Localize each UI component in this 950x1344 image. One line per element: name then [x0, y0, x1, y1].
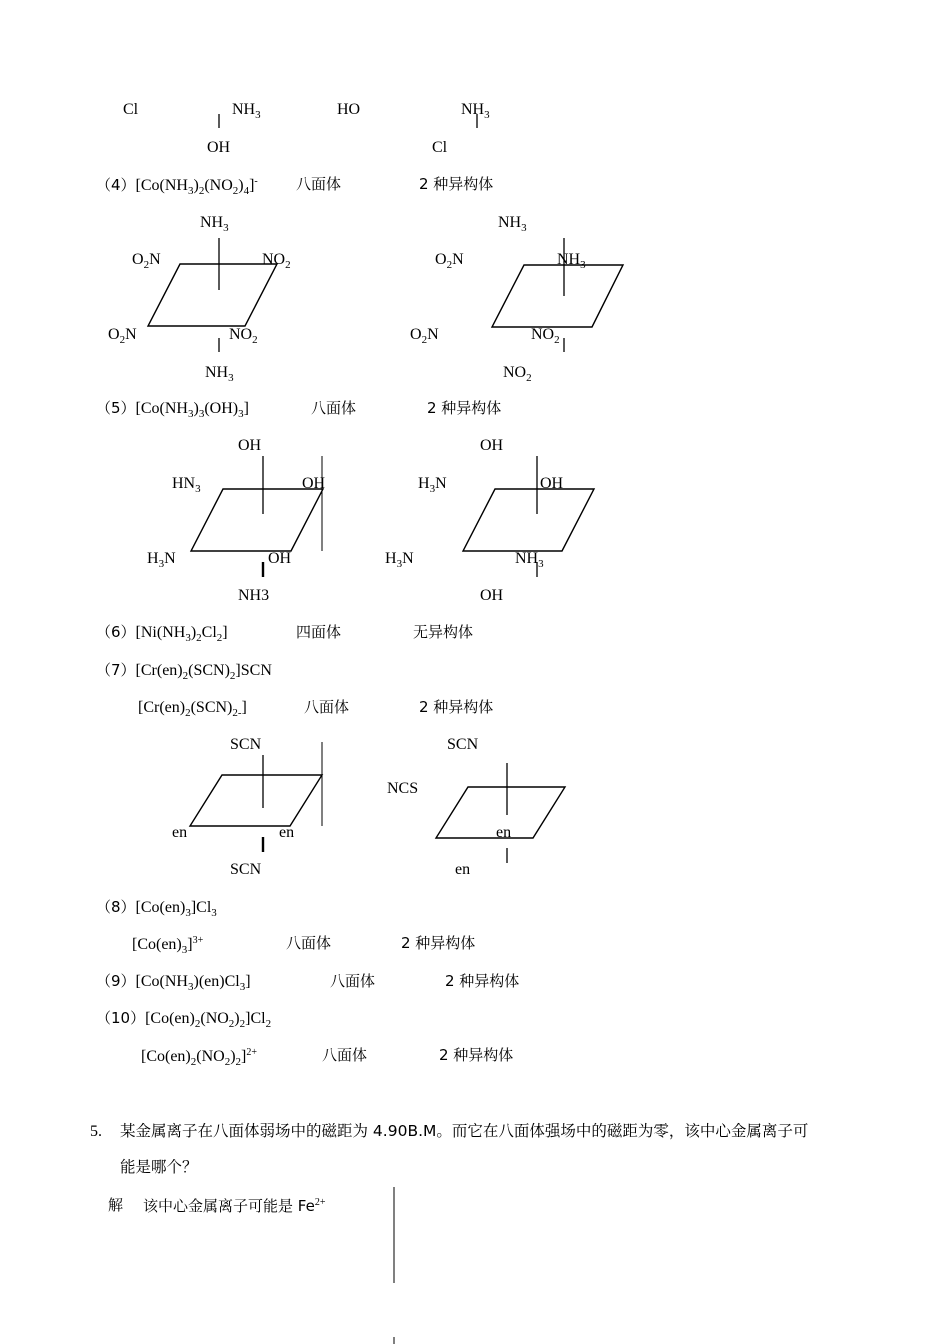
ligand-label: Cl [432, 139, 448, 156]
item-9-heading: $(9)[Co(NH_3)(en)Cl_3]$ [96, 972, 251, 993]
question-text-continued: 能是哪个？ [120, 1158, 198, 1176]
isomer-count: 2 种异构体 [419, 175, 494, 193]
ligand-label: $NH_3$ [557, 251, 586, 271]
answer-label: 解 [108, 1196, 124, 1214]
ligand-label: NCS [387, 780, 419, 797]
geometry-label: 八面体 [322, 1046, 368, 1064]
ligand-label: $O_2N$ [435, 251, 464, 271]
ligand-label: HO [337, 101, 361, 118]
ligand-label: $NH_3$ [498, 214, 527, 234]
isomer-count: 无异构体 [413, 623, 474, 641]
ligand-label: NH3 [238, 587, 270, 604]
ligand-label: SCN [230, 736, 262, 753]
geometry-label: 八面体 [330, 972, 376, 990]
isomer-count: 2 种异构体 [401, 934, 476, 952]
ligand-label: OH [480, 587, 504, 604]
complex-ion-formula: $[Cr(en)_2(SCN)_{2-}]$ [138, 699, 247, 719]
ligand-label: $NH_3$ [200, 214, 229, 234]
ligand-label: SCN [230, 861, 262, 878]
square-plane [463, 489, 594, 551]
geometry-label: 八面体 [311, 399, 357, 417]
ligand-label: $NH_3$ [515, 550, 544, 570]
item-10-heading: $(10)[Co(en)_2(NO_2)_2]Cl_2$ [96, 1009, 272, 1030]
ligand-label: $H_3N$ [418, 475, 447, 495]
geometry-label: 四面体 [296, 623, 342, 641]
answer-text: 该中心金属离子可能是 $Fe^{2+}$ [143, 1197, 326, 1215]
ligand-label: en [455, 861, 471, 878]
question-number: 5. [90, 1123, 102, 1140]
ligand-label: Cl [123, 101, 139, 118]
complex-ion-formula: $[Co(en)_2(NO_2)_2]^{2+}$ [141, 1047, 257, 1068]
ligand-label: en [279, 824, 295, 841]
ligand-label: $O_2N$ [132, 251, 161, 271]
ligand-label: OH [268, 550, 292, 567]
ligand-label: OH [540, 475, 564, 492]
item-4-heading: $(4)[Co(NH_3)_2(NO_2)_4]^-$ [96, 176, 258, 197]
geometry-label: 八面体 [296, 175, 342, 193]
square-plane [190, 775, 322, 826]
ligand-label: SCN [447, 736, 479, 753]
ligand-label: $NH_3$ [205, 364, 234, 384]
ligand-label: OH [480, 437, 504, 454]
question-text: 某金属离子在八面体弱场中的磁距为 4.90B.M。而它在八面体强场中的磁距为零，该中心金属离子可 [120, 1122, 809, 1140]
complex-ion-formula: $[Co(en)_3]^{3+}$ [132, 935, 204, 956]
ligand-label: $NO_2$ [503, 364, 532, 384]
ligand-label: $H_3N$ [147, 550, 176, 570]
ligand-label: $NO_2$ [229, 326, 258, 346]
ligand-label: $NO_2$ [262, 251, 291, 271]
item-5-heading: $(5)[Co(NH_3)_3(OH)_3]$ [96, 399, 249, 420]
isomer-count: 2 种异构体 [439, 1046, 514, 1064]
ligand-label: en [496, 824, 512, 841]
isomer-count: 2 种异构体 [427, 399, 502, 417]
ligand-label: OH [302, 475, 326, 492]
square-plane [191, 489, 323, 551]
ligand-label: $O_2N$ [108, 326, 137, 346]
ligand-label: OH [207, 139, 231, 156]
ligand-label: $O_2N$ [410, 326, 439, 346]
ligand-label: $NH_3$ [232, 101, 261, 121]
ligand-label: $HN_3$ [172, 475, 201, 495]
ligand-label: $NH_3$ [461, 101, 490, 121]
item-8-heading: $(8)[Co(en)_3]Cl_3$ [96, 898, 217, 919]
ligand-label: $NO_2$ [531, 326, 560, 346]
item-6-heading: $(6)[Ni(NH_3)_2Cl_2]$ [96, 623, 228, 644]
ligand-label: en [172, 824, 188, 841]
square-plane [492, 265, 623, 327]
isomer-count: 2 种异构体 [419, 698, 494, 716]
geometry-label: 八面体 [304, 698, 350, 716]
isomer-count: 2 种异构体 [445, 972, 520, 990]
ligand-label: $H_3N$ [385, 550, 414, 570]
item-7-heading: $(7)[Cr(en)_2(SCN)_2]SCN$ [96, 661, 272, 682]
ligand-label: OH [238, 437, 262, 454]
square-plane [148, 264, 277, 326]
geometry-label: 八面体 [286, 934, 332, 952]
